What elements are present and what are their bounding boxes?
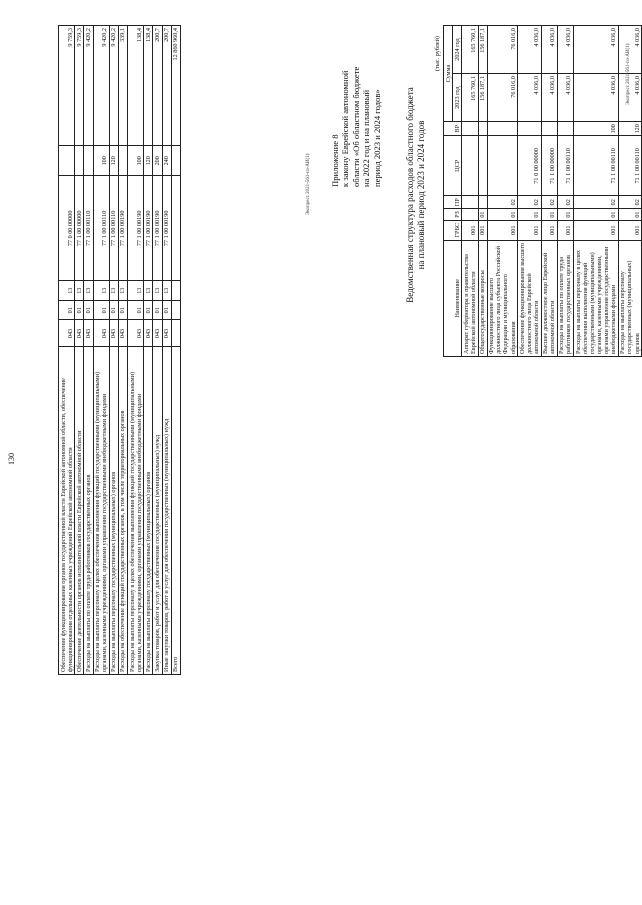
cell-vr: 200 xyxy=(153,146,162,176)
table-row xyxy=(75,26,84,675)
cell-name: Расходы на выплаты персоналу государственных (муниципальных) органов xyxy=(144,347,153,675)
cell-vr xyxy=(171,146,180,176)
cell-name: Обеспечение функционирования высшего должностного лица Еврейской автономной области xyxy=(518,240,541,356)
cell-pr xyxy=(171,281,180,301)
cell-pr: 02 xyxy=(541,196,557,209)
cell-grbs: 001 xyxy=(618,220,641,240)
cell-rz: 01 xyxy=(75,300,84,320)
header-vr: ВР xyxy=(444,122,462,136)
cell-grbs: 001 xyxy=(478,220,487,240)
cell-vr xyxy=(59,146,75,176)
cell-pr: 13 xyxy=(118,281,127,301)
annex-block xyxy=(330,19,382,187)
cell-sum: 200,7 xyxy=(162,26,171,146)
cell-y2023: 76 016,0 xyxy=(487,74,518,122)
cell-pr: 02 xyxy=(487,196,518,209)
cell-y2024: 4 036,0 xyxy=(541,26,557,74)
cell-rz: 01 xyxy=(128,300,144,320)
print-stamp: Экопресс 2021-561-пз-АИ(1) xyxy=(306,153,311,215)
header-year-2023: 2023 год xyxy=(453,74,462,122)
cell-grbs: 043 xyxy=(84,320,93,347)
cell-y2023: 4 036,0 xyxy=(557,74,573,122)
table-row xyxy=(171,26,180,675)
cell-rz: 01 xyxy=(478,209,487,221)
cell-pr: 02 xyxy=(557,196,573,209)
title-line: Ведомственная структура расходов областного бюджета xyxy=(405,87,415,303)
cell-pr xyxy=(462,196,478,209)
cell-y2023: 4 036,0 xyxy=(518,74,541,122)
cell-vr xyxy=(75,146,84,176)
header-rz: РЗ xyxy=(444,209,462,221)
cell-sum: 339,1 xyxy=(118,26,127,146)
annex-line: к закону Еврейской автономной xyxy=(340,70,351,187)
cell-sum: 9 420,2 xyxy=(93,26,109,146)
table-row xyxy=(59,26,75,675)
cell-y2023: 4 036,0 xyxy=(574,74,619,122)
right-page xyxy=(320,0,640,905)
cell-grbs: 043 xyxy=(75,320,84,347)
cell-name: Расходы на выплаты по оплате труда работников государственных органов xyxy=(557,240,573,356)
cell-pr: 13 xyxy=(84,281,93,301)
cell-csr: 71 1 00 00110 xyxy=(618,136,641,196)
cell-vr: 120 xyxy=(144,146,153,176)
cell-pr: 13 xyxy=(128,281,144,301)
cell-grbs: 001 xyxy=(557,220,573,240)
cell-name: Аппарат губернатора и правительства Еврейской автономной области xyxy=(462,240,478,356)
cell-vr: 240 xyxy=(162,146,171,176)
left-page xyxy=(0,0,320,905)
cell-grbs: 043 xyxy=(144,320,153,347)
cell-grbs: 043 xyxy=(153,320,162,347)
cell-csr xyxy=(171,176,180,281)
cell-vr: 100 xyxy=(128,146,144,176)
cell-vr xyxy=(462,122,478,136)
table-row xyxy=(162,26,171,675)
cell-sum: 138,4 xyxy=(128,26,144,146)
cell-rz: 01 xyxy=(541,209,557,221)
cell-vr xyxy=(541,122,557,136)
cell-rz: 01 xyxy=(93,300,109,320)
table-row xyxy=(153,26,162,675)
cell-rz: 01 xyxy=(59,300,75,320)
header-name: Наименование xyxy=(444,240,462,356)
cell-csr: 71 1 00 00110 xyxy=(557,136,573,196)
cell-csr: 77 1 00 00110 xyxy=(93,176,109,281)
table-row xyxy=(487,26,518,357)
cell-csr: 77 1 00 00110 xyxy=(109,176,118,281)
table-row xyxy=(109,26,118,675)
cell-csr: 77 1 00 00110 xyxy=(84,176,93,281)
cell-sum: 9 759,3 xyxy=(75,26,84,146)
cell-pr: 13 xyxy=(59,281,75,301)
cell-grbs: 001 xyxy=(541,220,557,240)
cell-vr: 100 xyxy=(93,146,109,176)
cell-grbs xyxy=(171,320,180,347)
cell-csr: 71 1 00 00110 xyxy=(574,136,619,196)
cell-rz: 01 xyxy=(618,209,641,221)
cell-name: Обеспечение деятельности органов исполнительной власти Еврейской автономной области xyxy=(75,347,84,675)
print-stamp: Экопресс 2021-561-пз-АИ(1) xyxy=(626,43,631,105)
cell-name: Расходы на выплаты персоналу государственных (муниципальных) органов xyxy=(618,240,641,356)
cell-rz: 01 xyxy=(109,300,118,320)
cell-rz: 01 xyxy=(153,300,162,320)
cell-sum: 9 420,2 xyxy=(109,26,118,146)
cell-name: Расходы на выплаты персоналу в целях обеспечения выполнения функций государственными (муниципальными) органами, казенными учреждениями, органами управления государственными внебюджетными фондами xyxy=(128,347,144,675)
cell-rz: 01 xyxy=(574,209,619,221)
table-row xyxy=(84,26,93,675)
cell-rz: 01 xyxy=(557,209,573,221)
cell-pr: 13 xyxy=(144,281,153,301)
cell-name: Расходы на обеспечение функций государственных органов, в том числе территориальных органов xyxy=(118,347,127,675)
cell-vr: 100 xyxy=(574,122,619,136)
table-row xyxy=(518,26,541,357)
cell-grbs: 043 xyxy=(118,320,127,347)
cell-grbs: 001 xyxy=(462,220,478,240)
cell-vr xyxy=(84,146,93,176)
cell-name: Расходы на выплаты по оплате труда работников государственных органов xyxy=(84,347,93,675)
cell-rz xyxy=(462,209,478,221)
cell-csr: 71 0 00 00000 xyxy=(518,136,541,196)
cell-sum: 138,4 xyxy=(144,26,153,146)
cell-sum: 9 759,3 xyxy=(59,26,75,146)
cell-csr: 77 1 00 00190 xyxy=(118,176,127,281)
annex-line: период 2023 и 2024 годов» xyxy=(371,89,382,187)
cell-grbs: 043 xyxy=(162,320,171,347)
units-label: (тыс. рублей) xyxy=(434,36,441,71)
cell-pr: 13 xyxy=(75,281,84,301)
cell-vr: 120 xyxy=(618,122,641,136)
cell-rz: 01 xyxy=(518,209,541,221)
header-csr: ЦСР xyxy=(444,136,462,196)
cell-pr: 02 xyxy=(574,196,619,209)
cell-csr: 77 1 00 00190 xyxy=(153,176,162,281)
table-row xyxy=(128,26,144,675)
cell-vr xyxy=(487,122,518,136)
cell-pr: 13 xyxy=(162,281,171,301)
cell-sum: 9 420,2 xyxy=(84,26,93,146)
cell-vr xyxy=(557,122,573,136)
page-number: 130 xyxy=(7,453,16,465)
header-pr: ПР xyxy=(444,196,462,209)
cell-y2023: 156 187,1 xyxy=(478,74,487,122)
cell-y2023: 4 036,0 xyxy=(541,74,557,122)
cell-y2024: 165 760,1 xyxy=(462,26,478,74)
cell-csr xyxy=(478,136,487,196)
cell-grbs: 001 xyxy=(487,220,518,240)
table-row xyxy=(118,26,127,675)
cell-vr: 120 xyxy=(109,146,118,176)
cell-rz: 01 xyxy=(84,300,93,320)
table-row xyxy=(541,26,557,357)
table-row xyxy=(462,26,478,357)
cell-csr: 77 1 00 00000 xyxy=(75,176,84,281)
cell-csr: 77 1 00 00190 xyxy=(162,176,171,281)
table-row xyxy=(93,26,109,675)
cell-rz: 01 xyxy=(118,300,127,320)
cell-name: Расходы на выплаты персоналу в целях обеспечения выполнения функций государственными (муниципальными) органами, казенными учреждениями, органами управления государственными внебюджетными фондами xyxy=(93,347,109,675)
cell-pr: 13 xyxy=(93,281,109,301)
annex-line: Приложение 8 xyxy=(330,134,340,187)
cell-grbs: 043 xyxy=(59,320,75,347)
cell-name: Расходы на выплаты персоналу в целях обеспечения выполнения функций государственными (муниципальными) органами, казенными учреждениями, органами управления государственными внебюджетными фондами xyxy=(574,240,619,356)
cell-csr xyxy=(487,136,518,196)
cell-rz: 01 xyxy=(144,300,153,320)
cell-grbs: 001 xyxy=(574,220,619,240)
cell-pr: 13 xyxy=(153,281,162,301)
cell-name: Закупка товаров, работ и услуг для обеспечения государственных (муниципальных) нужд xyxy=(153,347,162,675)
cell-grbs: 043 xyxy=(128,320,144,347)
cell-grbs: 001 xyxy=(518,220,541,240)
header-grbs: ГРБС xyxy=(444,220,462,240)
cell-pr xyxy=(478,196,487,209)
cell-y2023: 4 036,0 xyxy=(618,74,641,122)
table-row xyxy=(574,26,619,357)
cell-sum: 12 860 960,4 xyxy=(171,26,180,146)
cell-vr xyxy=(518,122,541,136)
cell-y2024: 76 016,0 xyxy=(487,26,518,74)
cell-y2024: 4 036,0 xyxy=(574,26,619,74)
cell-csr: 77 1 00 00190 xyxy=(144,176,153,281)
cell-name: Иные закупки товаров, работ и услуг для обеспечения государственных (муниципальных) нужд xyxy=(162,347,171,675)
cell-grbs: 043 xyxy=(93,320,109,347)
cell-rz: 01 xyxy=(487,209,518,221)
cell-name: Высшее должностное лицо Еврейской автономной области xyxy=(541,240,557,356)
cell-csr: 77 1 00 00190 xyxy=(128,176,144,281)
cell-pr: 02 xyxy=(618,196,641,209)
left-budget-table xyxy=(58,25,181,675)
cell-y2024: 156 187,1 xyxy=(478,26,487,74)
cell-name: Общегосударственные вопросы xyxy=(478,240,487,356)
cell-csr xyxy=(462,136,478,196)
header-year-2024: 2024 год xyxy=(453,26,462,74)
cell-rz: 01 xyxy=(162,300,171,320)
cell-vr xyxy=(478,122,487,136)
cell-y2023: 165 760,1 xyxy=(462,74,478,122)
table-row xyxy=(478,26,487,357)
right-budget-table xyxy=(443,25,642,357)
cell-pr: 13 xyxy=(109,281,118,301)
title-line: на плановый период 2023 и 2024 годов xyxy=(416,120,427,270)
cell-name: Функционирование высшего должностного лица субъекта Российской Федерации и муниципального образования xyxy=(487,240,518,356)
cell-y2024: 4 036,0 xyxy=(618,26,641,74)
header-sum: Сумма xyxy=(444,26,453,122)
cell-y2024: 4 036,0 xyxy=(557,26,573,74)
table-row xyxy=(144,26,153,675)
cell-csr: 71 1 00 00000 xyxy=(541,136,557,196)
cell-sum: 200,7 xyxy=(153,26,162,146)
cell-name: Обеспечение функционирования органов государственной власти Еврейской автономной области, обеспечение функционирования отдельных казенных учреждений Еврейской автономной области xyxy=(59,347,75,675)
cell-name: Расходы на выплаты персоналу государственных (муниципальных) органов xyxy=(109,347,118,675)
cell-rz xyxy=(171,300,180,320)
cell-name: Всего xyxy=(171,347,180,675)
cell-vr xyxy=(118,146,127,176)
table-row xyxy=(557,26,573,357)
cell-csr: 77 0 00 00000 xyxy=(59,176,75,281)
annex-line: на 2022 год и на плановый xyxy=(361,89,372,187)
annex-line: области «Об областном бюджете xyxy=(350,66,361,187)
cell-grbs: 043 xyxy=(109,320,118,347)
cell-y2024: 4 036,0 xyxy=(518,26,541,74)
cell-pr: 02 xyxy=(518,196,541,209)
document-title xyxy=(405,30,428,360)
